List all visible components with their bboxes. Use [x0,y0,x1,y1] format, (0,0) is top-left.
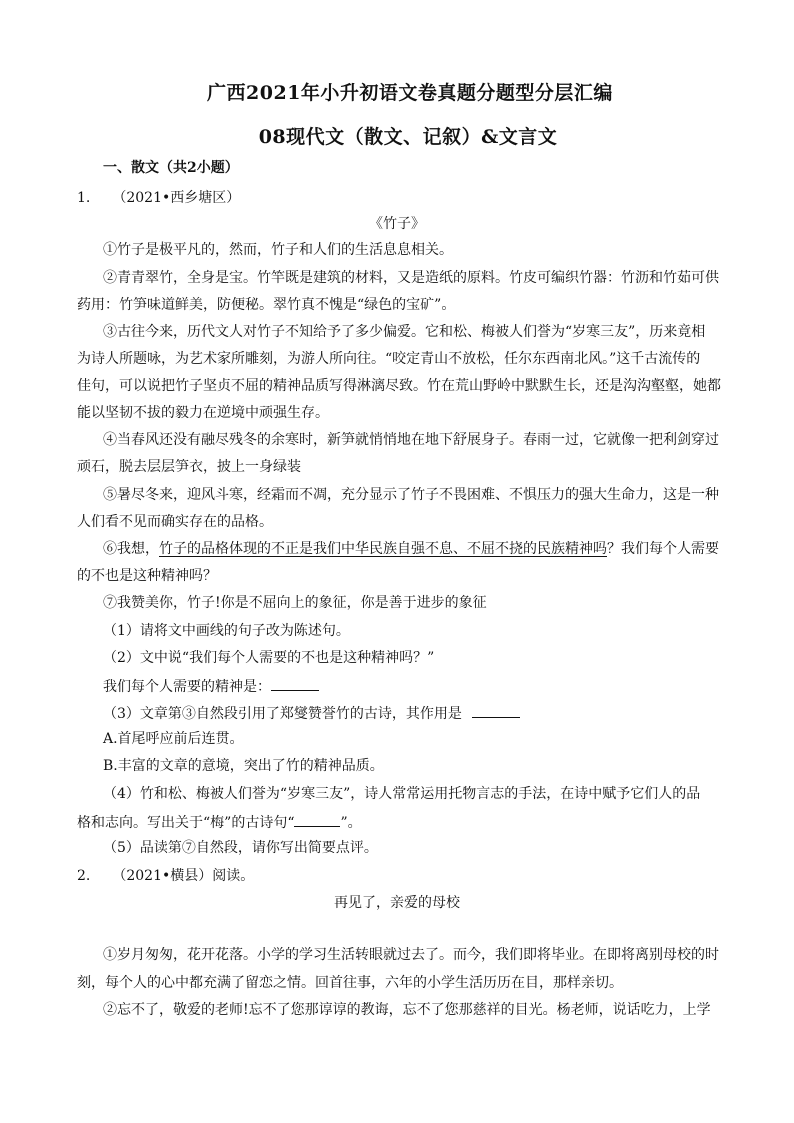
question-source: （2021•西乡塘区） [112,190,241,206]
section-heading: 一、散文（共2小题） [103,160,239,176]
question-source: （2021•横县）阅读。 [112,868,255,884]
subquestion-4-text: ”。 [340,815,362,831]
paragraph-with-underline [103,539,719,559]
option-a: A.首尾呼应前后连贯。 [103,731,244,747]
paragraph-cont: 顽石，脱去层层笋衣，披上一身绿装 [77,459,301,475]
subquestion-3 [103,702,520,724]
subquestion-2: （2）文中说“我们每个人需要的不也是这种精神吗？” [103,650,435,666]
answer-prompt: 我们每个人需要的精神是： [103,679,271,695]
question-2-header [77,866,254,886]
paragraph-cont: 能以坚韧不拔的毅力在逆境中顽强生存。 [77,405,329,421]
paragraph: ①竹子是极平凡的，然而，竹子和人们的生活息息相关。 [103,242,453,258]
underlined-sentence: 竹子的品格体现的不正是我们中华民族自强不息、不屈不挠的民族精神吗 [159,541,607,557]
subquestion-4-text: 格和志向。写出关于“梅”的古诗句“ [77,815,295,831]
paragraph: ⑦我赞美你，竹子!你是不屈向上的象征，你是善于进步的象征 [103,595,487,611]
answer-blank[interactable] [294,811,340,827]
answer-blank[interactable] [472,702,520,718]
document-title: 广西2021年小升初语文卷真题分题型分层汇编 [207,82,613,104]
paragraph-cont: 为诗人所题咏，为艺术家所雕刻，为游人所向往。“咬定青山不放松，任尔东西南北风。”这千古流传的 [77,351,701,367]
question-number: 1. [77,190,91,206]
paragraph: ②忘不了，敬爱的老师!忘不了您那谆谆的教诲，忘不了您那慈祥的目光。杨老师，说话吃力，上学 [103,1002,711,1018]
paragraph: ⑤暑尽冬来，迎风斗寒，经霜而不凋，充分显示了竹子不畏困难、不惧压力的强大生命力，这是一种 [103,487,719,503]
paragraph-cont: 人们看不见而确实存在的品格。 [77,514,273,530]
passage-title: 《竹子》 [369,216,425,232]
subquestion-5: （5）品读第⑦自然段，请你写出简要点评。 [103,840,378,856]
paragraph: ①岁月匆匆，花开花落。小学的学习生活转眼就过去了。而今，我们即将毕业。在即将离别母校的时 [103,947,719,963]
paragraph-text: ？我们每个人需要 [607,541,719,557]
paragraph-cont: 的不也是这种精神吗？ [77,568,217,584]
subquestion-3-text: （3）文章第③自然段引用了郑燮赞誉竹的古诗，其作用是 [103,706,462,722]
paragraph-text: ⑥我想， [103,541,159,557]
paragraph-cont: 佳句，可以说把竹子坚贞不屈的精神品质写得淋漓尽致。竹在荒山野岭中默默生长，还是沟沟壑壑，她都 [77,378,721,394]
paragraph: ②青青翠竹，全身是宝。竹竿既是建筑的材料，又是造纸的原料。竹皮可编织竹器：竹沥和竹茹可供 [103,270,719,286]
paragraph: ③古往今来，历代文人对竹子不知给予了多少偏爱。它和松、梅被人们誉为“岁寒三友”，历来竟相 [103,324,706,340]
subquestion-4-cont [77,811,362,833]
answer-blank[interactable] [271,675,319,691]
subquestion-1: （1）请将文中画线的句子改为陈述句。 [103,623,350,639]
passage-title: 再见了，亲爱的母校 [334,895,460,911]
question-number: 2. [77,868,91,884]
subquestion-2-answer-line [103,675,319,697]
option-b: B.丰富的文章的意境，突出了竹的精神品质。 [103,758,384,774]
paragraph-cont: 药用：竹笋味道鲜美，防便秘。翠竹真不愧是“绿色的宝矿”。 [77,297,456,313]
subquestion-4: （4）竹和松、梅被人们誉为“岁寒三友”，诗人常常运用托物言志的手法，在诗中赋予它们人的品 [103,786,701,802]
question-1-header [77,188,240,208]
paragraph: ④当春风还没有融尽残冬的余寒时，新笋就悄悄地在地下舒展身子。春雨一过，它就像一把利剑穿过 [103,432,719,448]
document-subtitle: 08现代文（散文、记叙）&文言文 [258,126,558,148]
paragraph-cont: 刻，每个人的心中都充满了留恋之情。回首往事，六年的小学生活历历在目，那样亲切。 [77,975,623,991]
